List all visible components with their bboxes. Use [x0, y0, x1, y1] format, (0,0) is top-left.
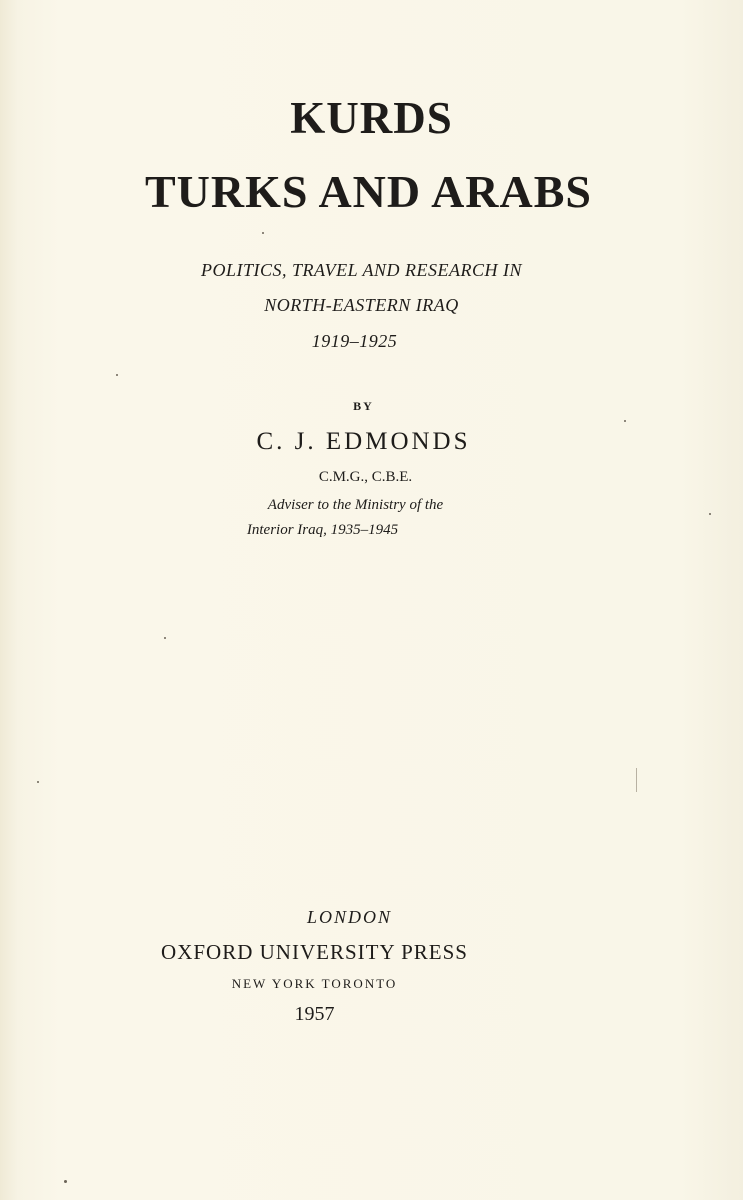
author-role-line-1: Adviser to the Ministry of the: [267, 497, 444, 513]
paper-speck: [164, 637, 166, 639]
paper-speck: [64, 1180, 67, 1183]
subtitle-years: 1919–1925: [311, 331, 398, 351]
publication-year: 1957: [294, 1003, 335, 1025]
paper-speck: [624, 420, 626, 422]
author-honours: C.M.G., C.B.E.: [318, 469, 413, 485]
paper-mark: [636, 768, 637, 792]
paper-speck: [37, 781, 39, 783]
subtitle-line-1: POLITICS, TRAVEL AND RESEARCH IN: [201, 260, 522, 280]
by-label: BY: [353, 399, 374, 413]
imprint-city: LONDON: [306, 907, 393, 927]
author-role-line-2: Interior Iraq, 1935–1945: [246, 522, 399, 538]
paper-speck: [116, 374, 118, 376]
book-title-line-2: TURKS AND ARABS: [145, 166, 592, 217]
book-title-line-1: KURDS: [290, 93, 453, 143]
paper-speck: [709, 513, 711, 515]
author-name: C. J. EDMONDS: [256, 428, 471, 455]
subtitle-line-2: NORTH-EASTERN IRAQ: [264, 295, 459, 315]
publisher-cities: NEW YORK TORONTO: [231, 976, 398, 991]
publisher-name: OXFORD UNIVERSITY PRESS: [161, 940, 468, 964]
paper-speck: [262, 232, 264, 234]
